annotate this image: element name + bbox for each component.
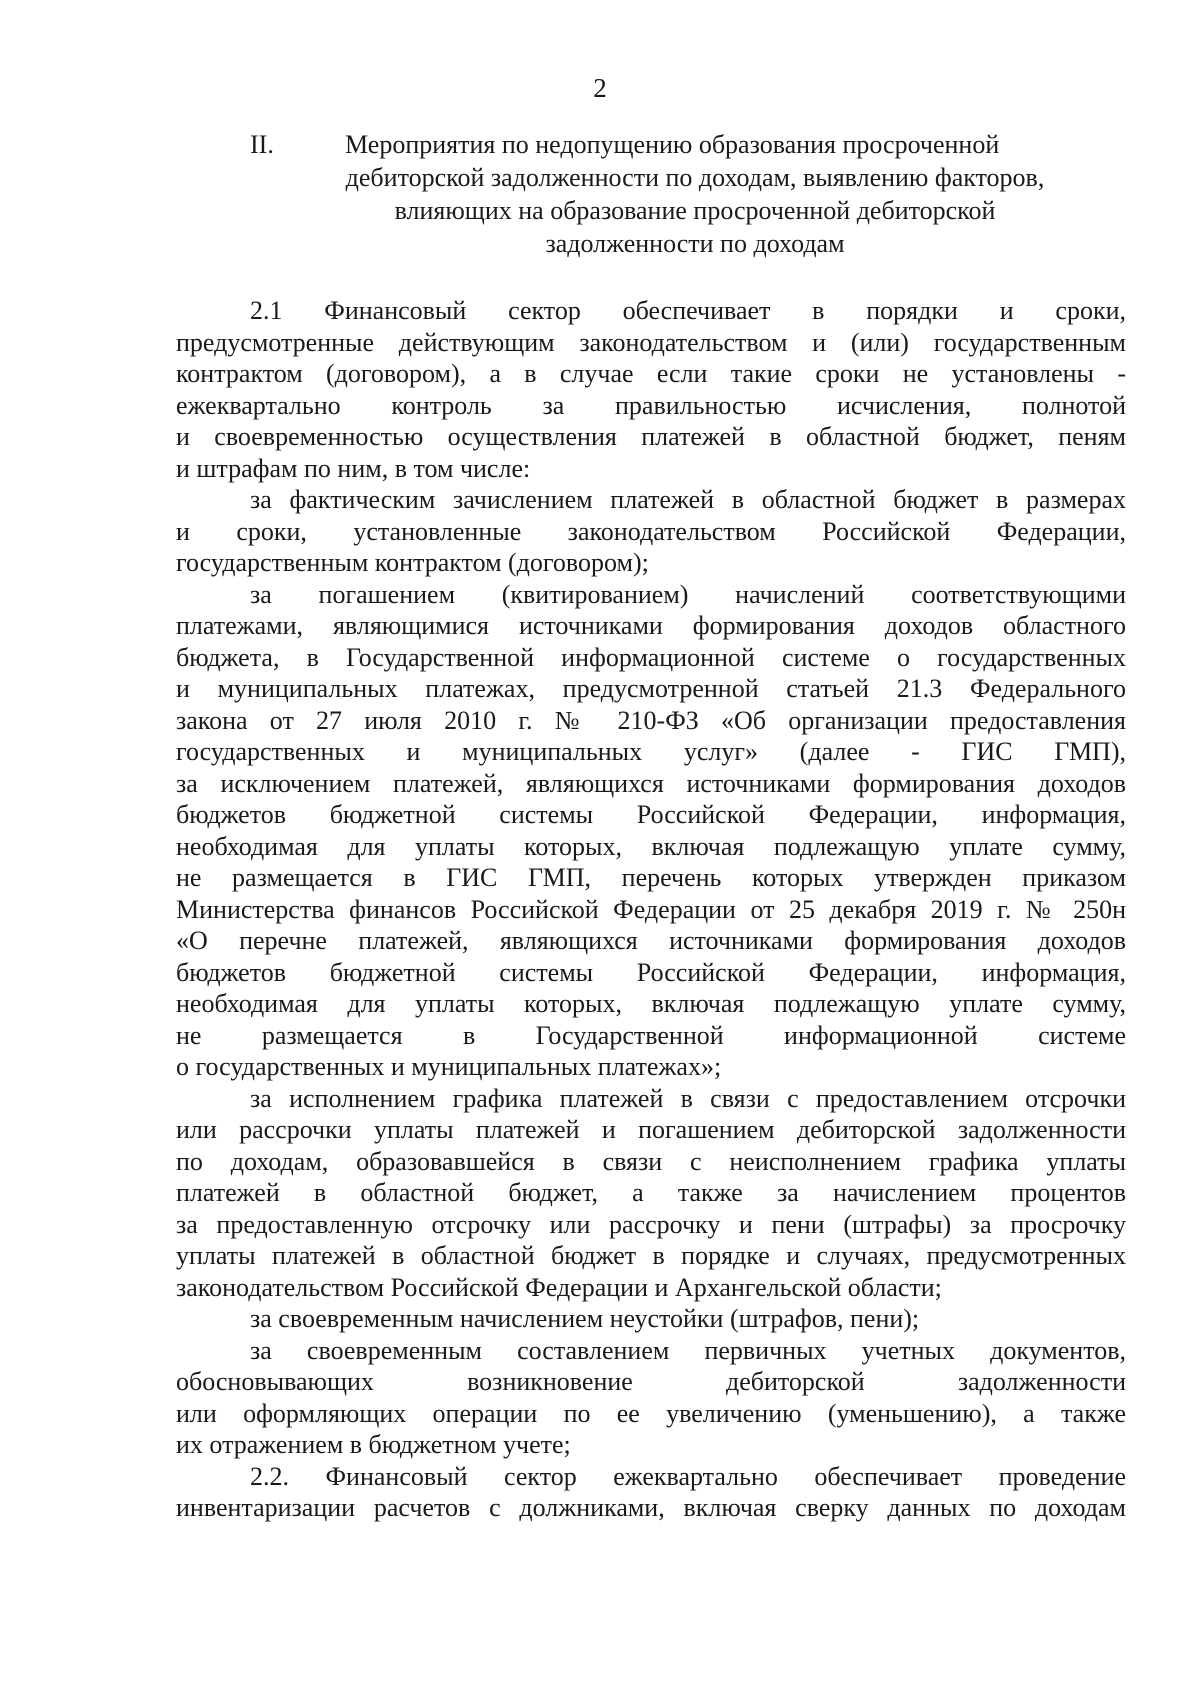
text-line: по доходам, образовавшейся в связи с неисполнением графика уплаты <box>176 1146 1126 1176</box>
text-line: необходимая для уплаты которых, включая подлежащую уплате сумму, <box>176 831 1126 861</box>
text-line: обосновывающих возникновение дебиторской задолженности <box>176 1367 1126 1396</box>
text-line: и штрафам по ним, в том числе: <box>176 453 531 483</box>
text-line: ежеквартально контроль за правильностью исчисления, полнотой <box>176 390 1126 420</box>
text-line: инвентаризации расчетов с должниками, включая сверку данных по доходам <box>176 1493 1126 1522</box>
heading-line: Мероприятия по недопущению образования просроченной <box>345 130 1000 159</box>
text-line: или оформляющих операции по ее увеличению (уменьшению), а также <box>176 1398 1126 1428</box>
text-line: уплаты платежей в областной бюджет в порядке и случаях, предусмотренных <box>176 1241 1126 1270</box>
text-line: необходимая для уплаты которых, включая подлежащую уплате сумму, <box>176 989 1126 1018</box>
text-line: Министерства финансов Российской Федерации от 25 декабря 2019 г. № 250н <box>176 894 1126 924</box>
text-line: и муниципальных платежах, предусмотренной статьей 21.3 Федерального <box>176 674 1126 703</box>
text-line: их отражением в бюджетном учете; <box>176 1430 571 1459</box>
document-body <box>176 295 1126 1524</box>
text-line: бюджетов бюджетной системы Российской Федерации, информация, <box>176 800 1126 829</box>
text-line: не размещается в Государственной информационной системе <box>176 1020 1126 1050</box>
text-line: государственным контрактом (договором); <box>176 548 649 577</box>
text-line: предусмотренные действующим законодательством и (или) государственным <box>176 327 1126 357</box>
section-heading <box>250 128 1100 260</box>
text-line: платежей в областной бюджет, а также за начислением процентов <box>176 1178 1126 1207</box>
text-line: за фактическим зачислением платежей в областной бюджет в размерах <box>250 485 1126 514</box>
text-line: бюджетов бюджетной системы Российской Федерации, информация, <box>176 957 1126 987</box>
heading-line: дебиторской задолженности по доходам, выявлению факторов, <box>345 163 1045 192</box>
text-line: платежами, являющимися источниками формирования доходов областного <box>176 611 1126 640</box>
text-line: контрактом (договором), а в случае если такие сроки не установлены - <box>176 359 1126 388</box>
text-line: бюджета, в Государственной информационной системе о государственных <box>176 642 1126 672</box>
heading-line: задолженности по доходам <box>545 229 845 258</box>
text-line: 2.1 Финансовый сектор обеспечивает в порядки и сроки, <box>250 296 1126 325</box>
text-line: или рассрочки уплаты платежей и погашением дебиторской задолженности <box>176 1115 1126 1144</box>
text-line: законодательством Российской Федерации и Архангельской области; <box>176 1272 942 1302</box>
text-line: за своевременным начислением неустойки (штрафов, пени); <box>250 1304 920 1333</box>
text-line: за погашением (квитированием) начислений соответствующими <box>250 579 1126 609</box>
text-line: государственных и муниципальных услуг» (далее - ГИС ГМП), <box>176 737 1126 766</box>
text-line: и сроки, установленные законодательством Российской Федерации, <box>176 516 1126 546</box>
text-line: о государственных и муниципальных платежах»; <box>176 1052 722 1081</box>
text-line: закона от 27 июля 2010 г. № 210-ФЗ «Об организации предоставления <box>176 705 1126 735</box>
text-line: за исполнением графика платежей в связи с предоставлением отсрочки <box>250 1083 1126 1113</box>
heading-line: влияющих на образование просроченной дебиторской <box>394 196 996 225</box>
text-line: 2.2. Финансовый сектор ежеквартально обеспечивает проведение <box>250 1461 1126 1491</box>
section-number: II. <box>250 130 274 159</box>
text-line: и своевременностью осуществления платежей в областной бюджет, пеням <box>176 422 1126 451</box>
page-number: 2 <box>593 73 607 103</box>
text-line: за предоставленную отсрочку или рассрочку и пени (штрафы) за просрочку <box>176 1209 1126 1239</box>
text-line: за своевременным составлением первичных учетных документов, <box>250 1335 1126 1365</box>
text-line: за исключением платежей, являющихся источниками формирования доходов <box>176 768 1126 798</box>
text-line: не размещается в ГИС ГМП, перечень которых утвержден приказом <box>176 863 1126 892</box>
text-line: «О перечне платежей, являющихся источниками формирования доходов <box>176 926 1126 955</box>
